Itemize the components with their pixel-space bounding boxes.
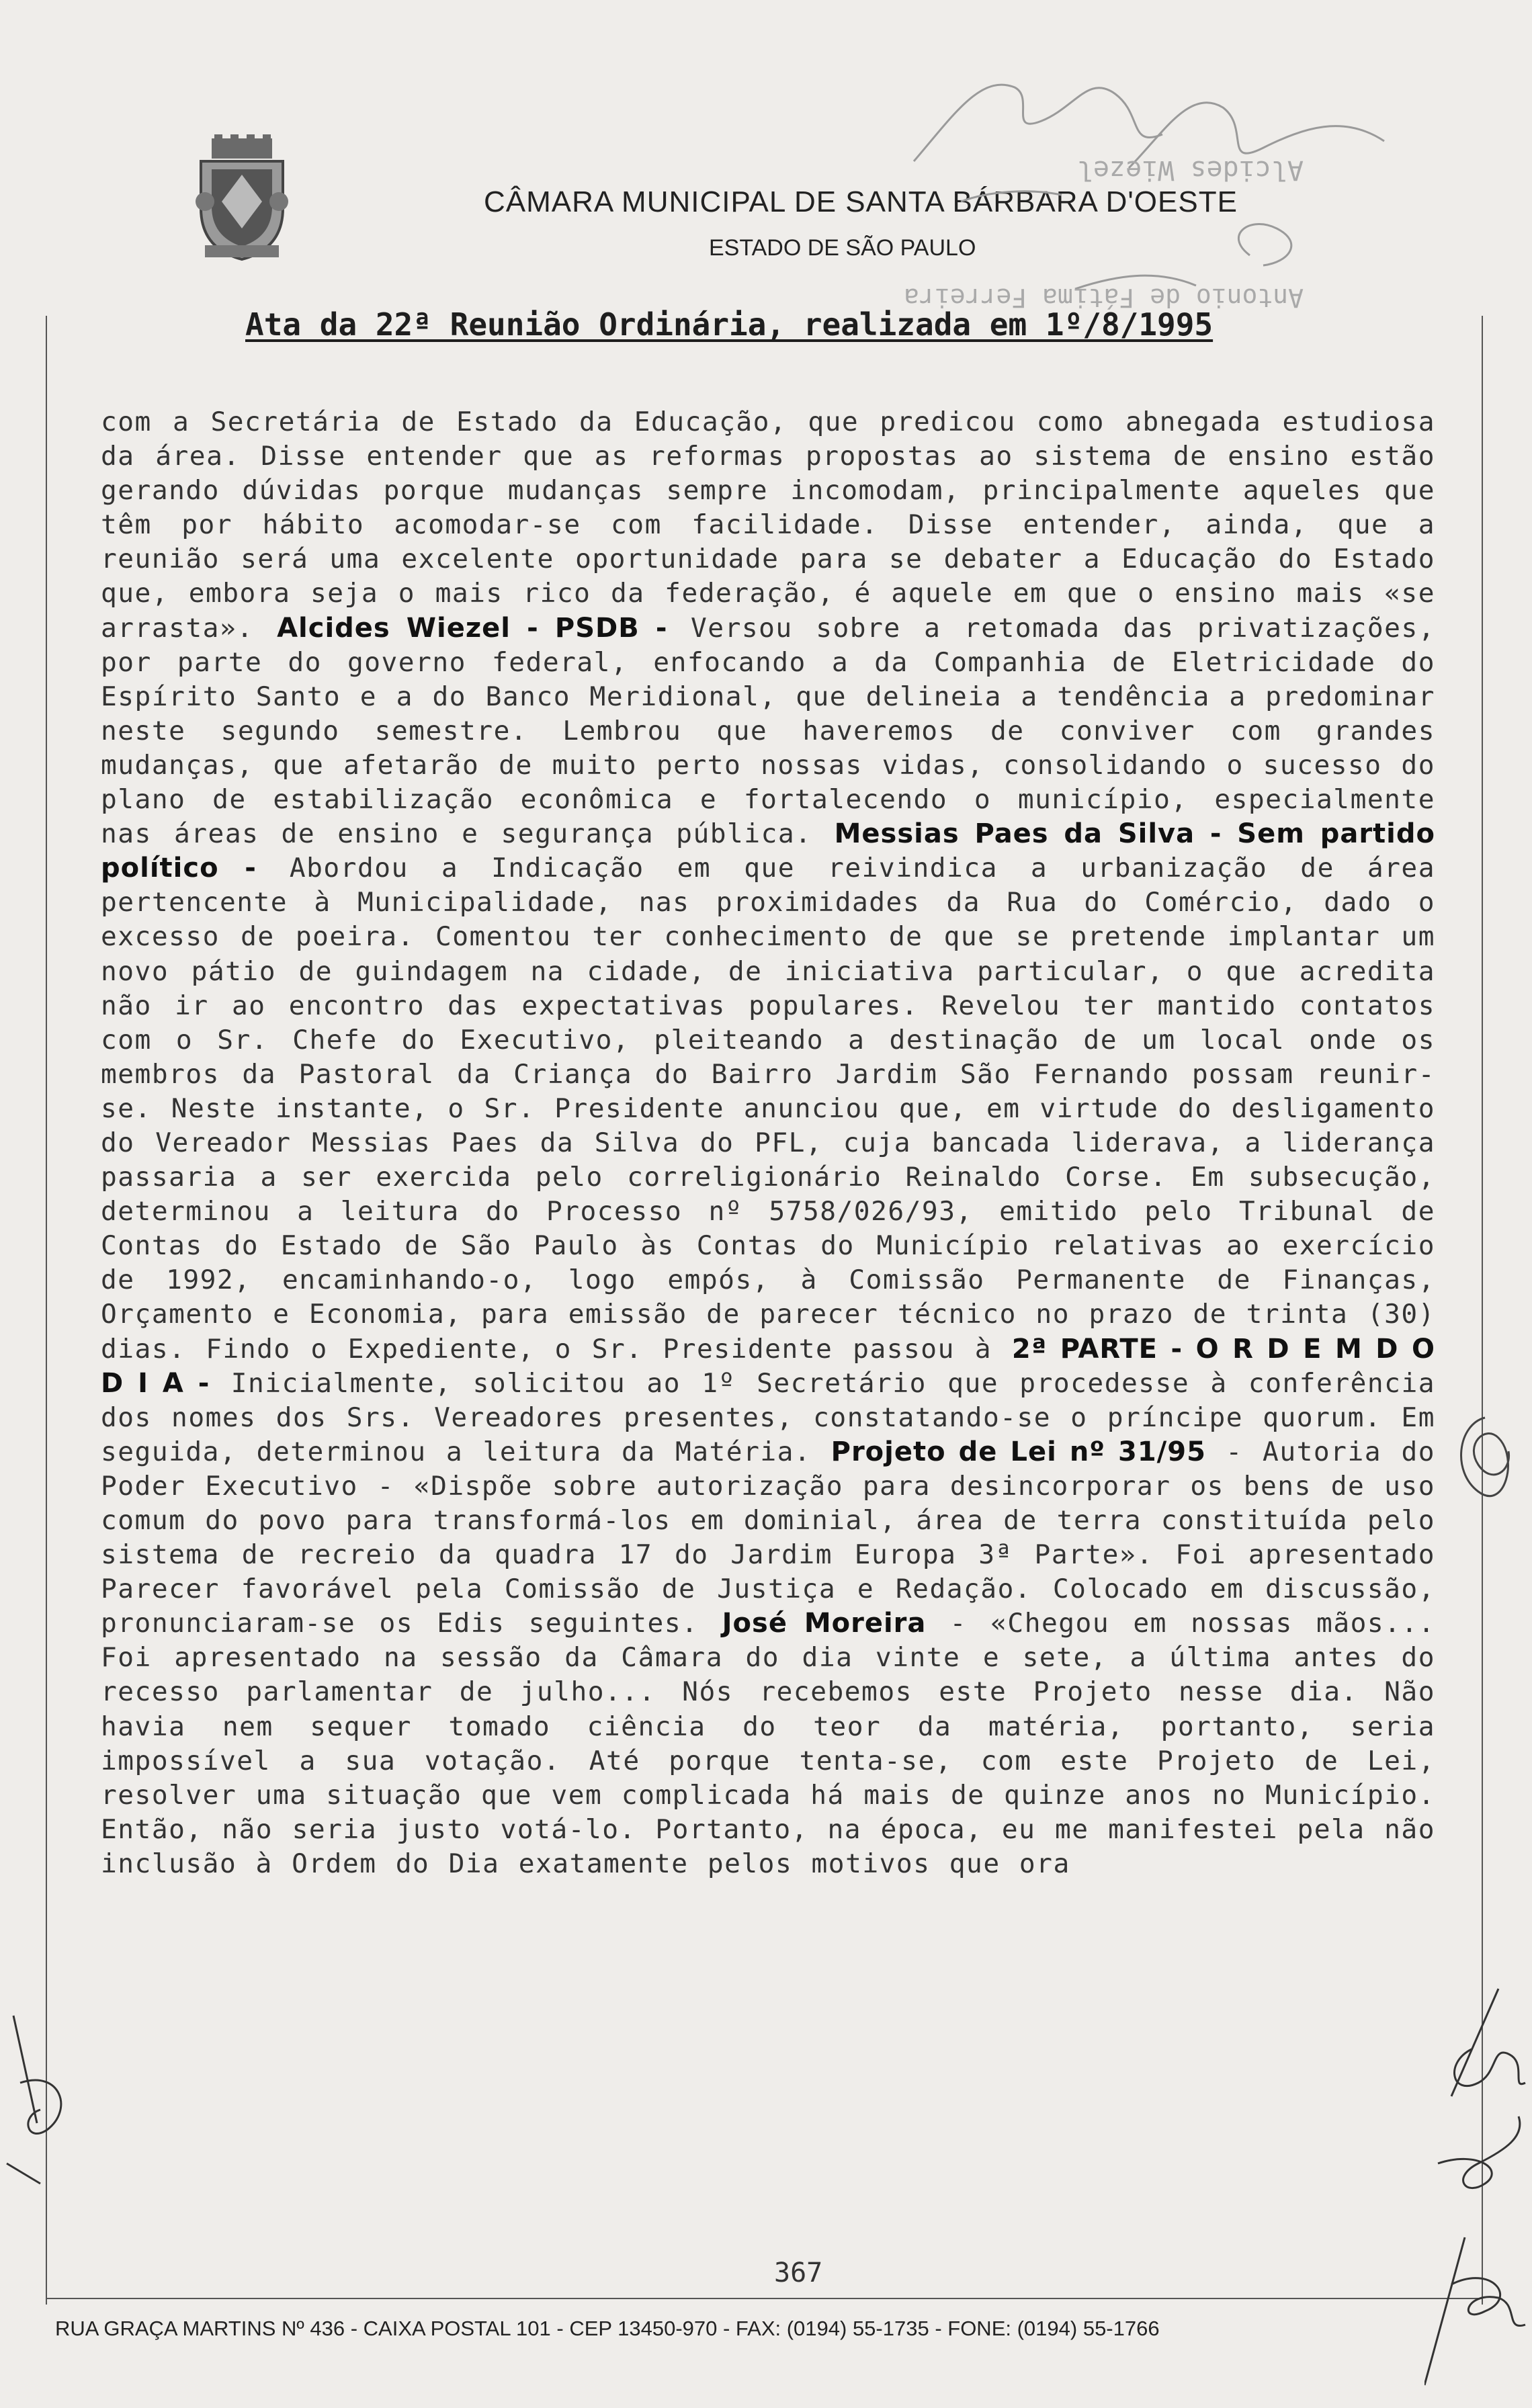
speaker-jose-moreira: José Moreira bbox=[722, 1608, 927, 1639]
minutes-body bbox=[101, 405, 1435, 2206]
paragraph-4: Inicialmente, solicitou ao 1º Secretário que procedesse à conferência dos nomes dos Srs. Vereadores presentes, constatando-se o príncipe quorum. Em seguida, determinou a leitura da Matéria. bbox=[101, 1367, 1436, 1467]
ordem-do-dia-heading: 2ª PARTE - O R D E M D O D I A - bbox=[101, 1333, 1436, 1399]
paragraph-3: Abordou a Indicação em que reivindica a urbanização de área pertencente à Municipalidade, nas proximidades da Rua do Comércio, dado o excesso de poeira. Comentou ter conhecimento de que se pretende implantar um novo pátio de guindagem na cidade, de iniciativa particular, o que acredita não ir ao encontro das expectativas populares. Revelou ter mantido contatos com o Sr. Chefe do Executivo, pleiteando a destinação de um local onde os membros da Pastoral da Criança do Bairro Jardim São Fernando possam reunir-se. Neste instante, o Sr. Presidente anunciou que, em virtude do desligamento do Vereador Messias Paes da Silva do PFL, cuja bancada liderava, a liderança passaria a ser exercida pelo correligionário Reinaldo Corse. Em subsecução, determinou a leitura do Processo nº 5758/026/93, emitido pelo Tribunal de Contas do Estado de São Paulo às Contas do Município relativas ao exercício de 1992, encaminhando-o, logo empós, à Comissão Permanente de Finanças, Orçamento e Economia, para emissão de parecer técnico no prazo de trinta (30) dias. Findo o Expediente, o Sr. Presidente passou à bbox=[101, 853, 1435, 1365]
institution-name: CÂMARA MUNICIPAL DE SANTA BÁRBARA D'OESTE bbox=[484, 185, 1238, 218]
right-margin-initial-1 bbox=[1445, 1398, 1525, 1545]
speaker-alcides-wiezel: Alcides Wiezel - PSDB - bbox=[277, 612, 668, 644]
left-margin-line bbox=[46, 316, 47, 2305]
left-margin-signature bbox=[0, 2002, 94, 2190]
page-number: 367 bbox=[774, 2258, 823, 2288]
right-margin-line bbox=[1482, 316, 1483, 2305]
paragraph-5: - Autoria do Poder Executivo - «Dispõe sobre autorização para desincorporar os bens de uso comum do povo para transformá-los em dominial, área de terra constituída pelo sistema de recreio da quadra 17 do Jardim Europa 3ª Parte». Foi apresentado Parecer favorável pela Comissão de Justiça e Redação. Colocado em discussão, pronunciaram-se os Edis seguintes. bbox=[101, 1436, 1436, 1639]
paragraph-1: com a Secretária de Estado da Educação, que predicou como abnegada estudiosa da área. Disse entender que as reformas propostas ao sistema de ensino estão gerando dúvidas porque mudanças sempre incomodam, principalmente aqueles que têm por hábito acomodar-se com facilidade. Disse entender, ainda, que a reunião será uma excelente oportunidade para se debater a Educação do Estado que, embora seja o mais rico da federação, é aquele em que o ensino mais «se arrasta». bbox=[101, 406, 1435, 644]
minutes-title: Ata da 22ª Reunião Ordinária, realizada em 1º/8/1995 bbox=[245, 306, 1214, 343]
header-signatures bbox=[874, 34, 1512, 410]
speaker-messias-paes-da-silva: Messias Paes da Silva - Sem partido político - bbox=[101, 818, 1436, 884]
projeto-de-lei-heading: Projeto de Lei nº 31/95 bbox=[831, 1436, 1206, 1467]
footer-address: RUA GRAÇA MARTINS Nº 436 - CAIXA POSTAL 101 - CEP 13450-970 - FAX: (0194) 55-1735 - FONE: (0194) 55-1766 bbox=[55, 2317, 1160, 2340]
stamp-name-2: Antonio de Fátima Ferreira bbox=[904, 283, 1304, 312]
bottom-margin-line bbox=[46, 2298, 1482, 2299]
stamp-name-1: Alcides Wiezel bbox=[1076, 155, 1304, 185]
paragraph-2: Versou sobre a retomada das privatizações, por parte do governo federal, enfocando a da Companhia de Eletricidade do Espírito Santo e a do Banco Meridional, que delineia a tendência a predominar neste segundo semestre. Lembrou que haveremos de conviver com grandes mudanças, que afetarão de muito perto nossas vidas, consolidando o sucesso do plano de estabilização econômica e fortalecendo o município, especialmente nas áreas de ensino e segurança pública. bbox=[101, 612, 1436, 850]
municipal-crest-icon bbox=[192, 134, 292, 262]
state-name: ESTADO DE SÃO PAULO bbox=[709, 235, 976, 261]
paragraph-6: - «Chegou em nossas mãos... Foi apresentado na sessão da Câmara do dia vinte e sete, a última antes do recesso parlamentar de julho... Nós recebemos este Projeto nesse dia. Não havia nem sequer tomado ciência do teor da matéria, portanto, seria impossível a sua votação. Até porque tenta-se, com este Projeto de Lei, resolver uma situação que vem complicada há mais de quinze anos no Município. Então, não seria justo votá-lo. Portanto, na época, eu me manifestei pela não inclusão à Ordem do Dia exatamente pelos motivos que ora bbox=[101, 1608, 1436, 1879]
